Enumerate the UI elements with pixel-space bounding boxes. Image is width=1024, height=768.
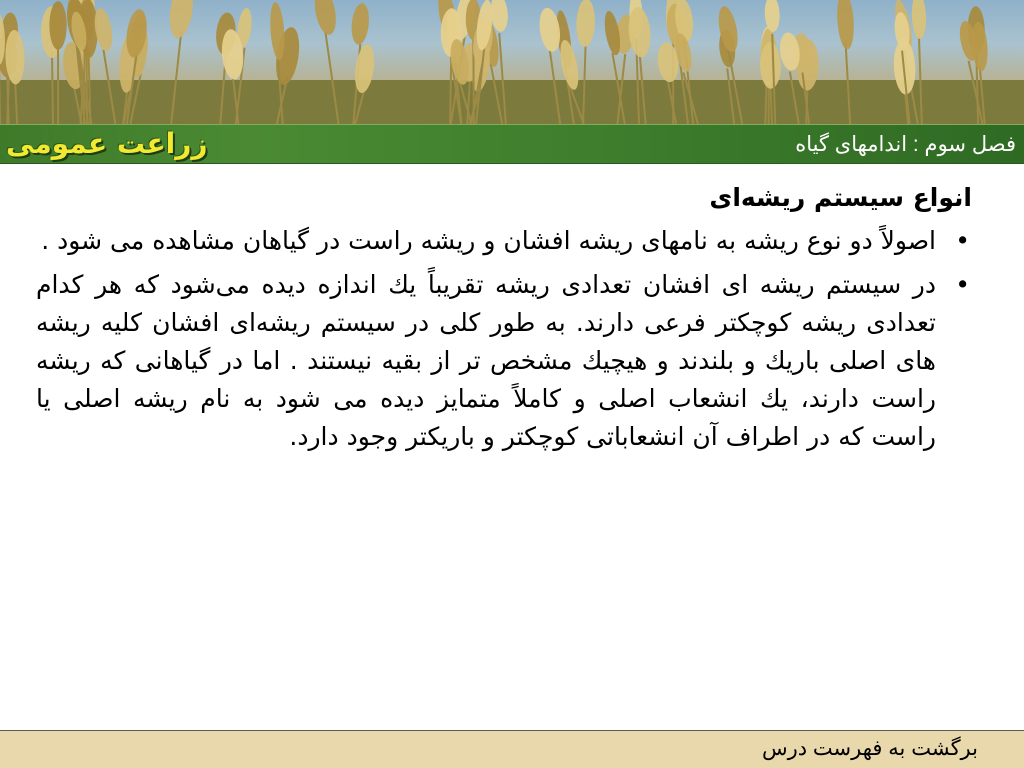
bullet-text: اصولاً دو نوع ریشه به نامهای ریشه افشان و ریشه راست در گیاهان مشاهده می شود .	[41, 226, 936, 255]
slide-content	[36, 180, 972, 710]
bullet-text: در سیستم ریشه ای افشان تعدادی ریشه تقریباً یك اندازه دیده می‌شود که هر کدام تعدادی ریشه کوچکتر فرعی دارند. به طور کلی در سیستم ریشه‌ای افشان کلیه ریشه های اصلی باریك و بلندند و هیچیك مشخص تر از بقیه نیستند . اما در گیاهانی که ریشه راست دارند، یك انشعاب اصلی و کاملاً متمایز دیده می شود به نام ریشه اصلی یا راست که در اطراف آن انشعاباتی کوچکتر و باریکتر وجود دارد.	[36, 270, 936, 451]
bullet-list	[36, 222, 972, 456]
chapter-title: فصل سوم : اندامهای گیاه	[795, 133, 1016, 156]
wheat-banner-image	[0, 0, 1024, 124]
bullet-item	[36, 266, 972, 456]
course-title: زراعت عمومی	[6, 127, 208, 160]
bullet-item	[36, 222, 972, 260]
bullet-icon: •	[955, 226, 970, 255]
wheat-field-picture	[0, 0, 1024, 124]
footer-bar	[0, 730, 1024, 768]
section-heading: انواع سیستم ریشه‌ای	[709, 183, 972, 212]
title-bar	[0, 124, 1024, 164]
back-to-contents-link[interactable]: برگشت به فهرست درس	[761, 737, 978, 760]
bullet-icon: •	[955, 270, 970, 299]
